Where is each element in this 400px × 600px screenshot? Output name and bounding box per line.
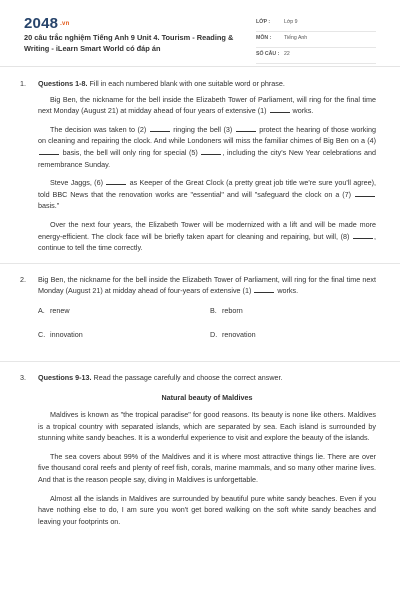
meta-value: 22 [284,51,290,57]
option-letter: D. [210,329,218,339]
blank-1 [270,106,290,113]
meta-row-count [256,48,376,64]
option-text: reborn [222,305,243,315]
option-text: renew [50,305,70,315]
blank-1 [254,286,274,293]
passage-text: Big Ben, the nickname for the bell inside the Elizabeth Tower of Parliament, will ring for the final time next Monday (August 21) at midday ahead of four years of extensive (1) [38,94,376,116]
passage-paragraph [38,124,376,170]
logo-suffix: .vn [60,21,70,28]
passage-text: , including the city's New Year celebrations and remembrance Sunday. [38,147,376,169]
passage-text: ringing the bell (3) [173,124,233,134]
passage-text: , continue to tell the time correctly. [38,231,377,253]
option-c[interactable] [38,329,188,341]
question-number: 1. [20,79,26,88]
meta-key: LỚP : [256,19,271,25]
question-title [38,372,376,384]
passage-text: as Keeper of the Great Clock (a pretty great job title we're sure you'll agree), told BBC News that the renovation works are "essential" and will "safeguard the clock on a (7) [38,178,377,199]
blank-3 [236,125,256,132]
option-letter: B. [210,305,217,315]
option-letter: A. [38,305,45,315]
passage-text: basis." [38,201,60,211]
question-3 [20,372,378,528]
blank-4 [39,148,59,155]
question-text-part: works. [277,286,299,296]
question-body [38,274,376,359]
question-list [0,78,400,527]
passage-paragraph: The sea covers about 99% of the Maldives and it is where most attractive things lie. There are over five thousand coral reefs and plenty of reef fish, corals, marine mammals, and so many other marine lives. And that is the reason people say, diving in Maldives is unforgettable. [38,451,376,485]
option-d[interactable] [210,329,360,341]
blank-8 [353,232,373,239]
blank-6 [106,178,126,185]
document-header [0,0,400,62]
meta-row-class [256,16,376,32]
option-letter: C. [38,329,46,339]
question-title-bold: Questions 1-8. [38,79,88,88]
document-title: 20 câu trắc nghiệm Tiếng Anh 9 Unit 4. Tourism - Reading & Writing - iLearn Smart World có đáp án [24,33,234,53]
answer-options [38,305,376,359]
option-text: renovation [222,329,256,339]
passage-text: Over the next four years, the Elizabeth Tower will be modernized with a lift and will be made more energy-efficient. The clock face will be briefly taken apart for cleaning and repairing, but will, (8) [38,219,376,241]
question-divider [0,263,400,264]
question-title-bold: Questions 9-13. [38,372,92,382]
question-title [38,78,376,90]
blank-5 [201,148,221,155]
passage-text: basis, the bell will only ring for special (5) [62,147,198,157]
question-text-part: Big Ben, the nickname for the bell inside the Elizabeth Tower of Parliament, will ring for the final time next Monday (August 21) at midday ahead of four-years of extensive (1) [38,274,376,296]
question-body [38,78,376,254]
passage-heading: Natural beauty of Maldives [161,392,253,402]
option-a[interactable] [38,305,188,317]
question-1 [20,78,378,254]
passage-paragraph [38,177,376,212]
question-title-rest: Read the passage carefully and choose the correct answer. [91,372,283,382]
question-text [38,274,376,297]
option-b[interactable] [210,305,360,317]
passage-text: Steve Jaggs, (6) [50,178,103,188]
meta-value: Tiếng Anh [284,35,308,41]
meta-row-subject [256,32,376,48]
option-text: innovation [50,329,83,339]
passage-text: protect the hearing of those working on cleaning and repairing the clock. And while Londoners will miss the familiar chimes of Big Ben on a (4) [38,124,376,146]
site-logo[interactable] [24,15,69,32]
question-number: 3. [20,372,26,382]
logo-text: 2048 [24,15,59,32]
meta-value: Lớp 9 [284,19,298,25]
meta-key: MÔN : [256,35,272,41]
passage-paragraph: Almost all the islands in Maldives are surrounded by beautiful pure white sandy beaches. Even if you have nothing else to do, I am sure you won't get bored walking on the soft white sandy beaches and leaving your footprints on. [38,493,376,526]
meta-key: SỐ CÂU : [256,51,280,57]
question-title-rest: Fill in each numbered blank with one suitable word or phrase. [87,79,285,88]
passage-paragraph: Maldives is known as "the tropical paradise" for good reasons. Its beauty is none like others. Maldives is a tropical country with separated islands, which are separated by sea. Each island is surrounded by stunning white sandy beaches. It is a wonderful experience to visit and explore the beauty of the islands. [38,410,376,443]
blank-7 [355,190,375,197]
passage-text: The decision was taken to (2) [50,124,147,134]
passage-text: works. [292,106,314,116]
blank-2 [150,125,170,132]
question-divider [0,361,400,362]
header-divider [0,66,400,67]
question-body [38,372,376,528]
question-number: 2. [20,274,26,284]
document-meta [256,16,376,64]
question-2 [20,274,378,359]
passage-paragraph [38,94,376,117]
passage-paragraph [38,219,376,254]
